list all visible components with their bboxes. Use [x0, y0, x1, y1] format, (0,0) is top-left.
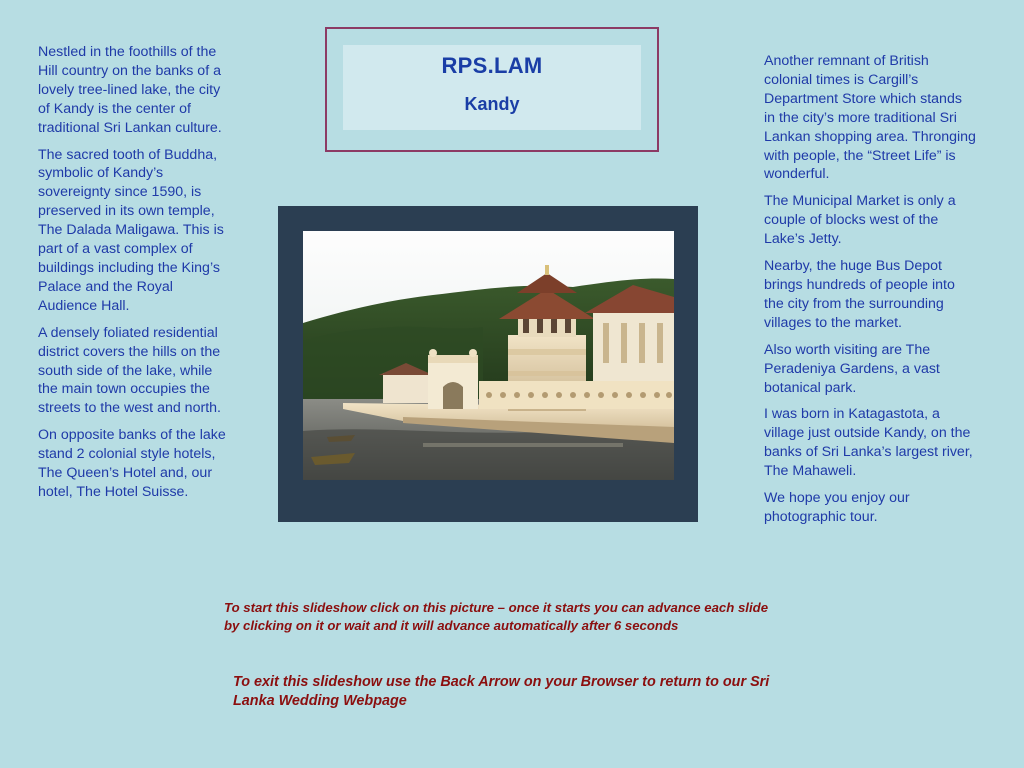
right-paragraph: The Municipal Market is only a couple of blocks west of the Lake’s Jetty.	[764, 193, 956, 248]
page-title: RPS.LAM	[441, 53, 543, 78]
slideshow-start-picture[interactable]	[278, 206, 698, 522]
right-paragraph: We hope you enjoy our photographic tour.	[764, 490, 910, 525]
title-frame	[325, 27, 659, 152]
temple-photo-icon[interactable]	[303, 231, 674, 480]
left-paragraph: On opposite banks of the lake stand 2 colonial style hotels, The Queen’s Hotel and, our hotel, The Hotel Suisse.	[38, 427, 226, 500]
page-subtitle: Kandy	[464, 94, 520, 114]
right-paragraph: Nearby, the huge Bus Depot brings hundreds of people into the city from the surrounding villages to the market.	[764, 258, 955, 331]
right-text-column	[764, 52, 976, 535]
right-paragraph: Another remnant of British colonial times is Cargill’s Department Store which stands in the city’s more traditional Sri Lankan shopping area. Thronging with people, the “Street Life” is wonderful.	[764, 53, 976, 183]
left-paragraph: The sacred tooth of Buddha, symbolic of Kandy’s sovereignty since 1590, is preserved in its own temple, The Dalada Maligawa. This is part of a vast complex of buildings including the King’s Palace and the Royal Audience Hall.	[38, 146, 224, 314]
slideshow-exit-instructions: To exit this slideshow use the Back Arrow on your Browser to return to our Sri Lanka Wedding Webpage	[233, 674, 770, 709]
title-box	[343, 45, 641, 130]
right-paragraph: Also worth visiting are The Peradeniya Gardens, a vast botanical park.	[764, 341, 940, 396]
slideshow-start-instructions: To start this slideshow click on this picture – once it starts you can advance each slide by clicking on it or wait and it will advance automatically after 6 seconds	[224, 600, 769, 633]
left-text-column	[38, 43, 230, 510]
left-paragraph: A densely foliated residential district covers the hills on the south side of the lake, while the main town occupies the streets to the west and north.	[38, 324, 221, 417]
left-paragraph: Nestled in the foothills of the Hill country on the banks of a lovely tree-lined lake, the city of Kandy is the center of traditional Sri Lankan culture.	[38, 44, 222, 136]
right-paragraph: I was born in Katagastota, a village just outside Kandy, on the banks of Sri Lanka’s largest river, The Mahaweli.	[764, 406, 973, 480]
